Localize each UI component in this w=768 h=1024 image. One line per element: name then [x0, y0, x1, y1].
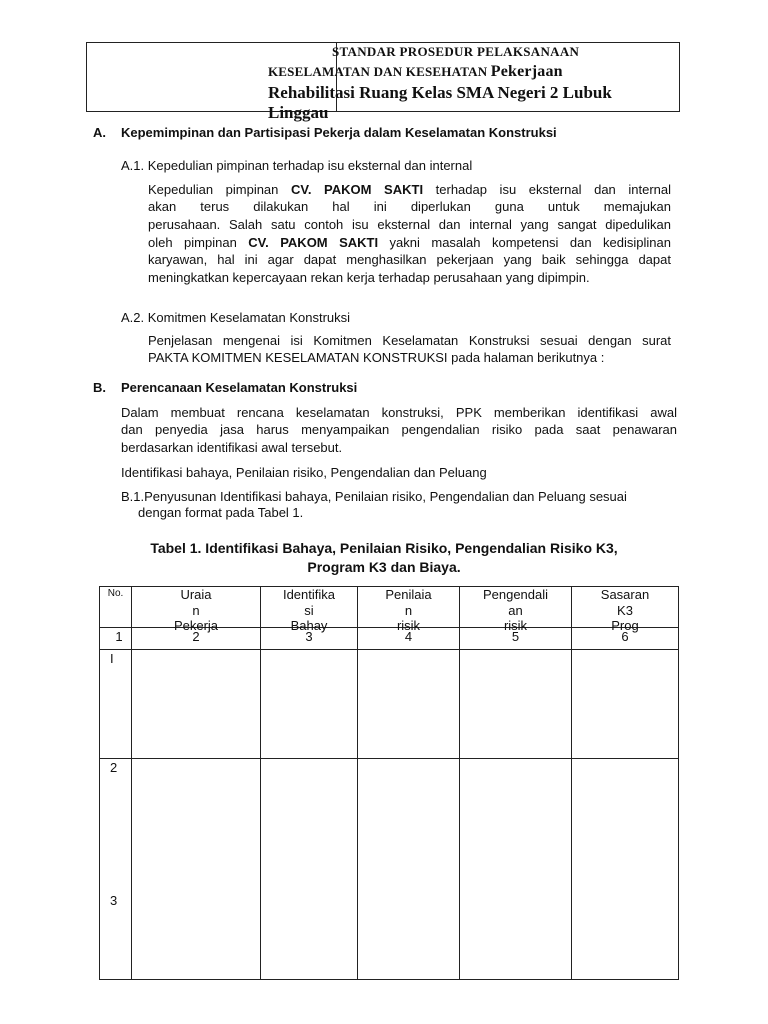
b-line4: Identifikasi bahaya, Penilaian risiko, Pengendalian dan Peluang [121, 465, 487, 480]
table-vline [459, 587, 460, 979]
th-uraian [132, 587, 260, 633]
table-vline [571, 587, 572, 979]
section-a-marker: A. [93, 125, 106, 140]
th-line: si [304, 602, 314, 618]
table-vline [131, 587, 132, 979]
col-number: 1 [115, 629, 123, 644]
header-clip [260, 42, 680, 122]
th-line: risik [503, 618, 528, 633]
th-line: Bahay [290, 618, 328, 633]
th-line: Prog [611, 618, 639, 633]
a1-line1-end: terhadap isu eksternal dan internal [423, 182, 671, 197]
a1-line4-end: yakni masalah kompetensi dan kedisiplinan [378, 235, 671, 250]
header-title-line2a: KESELAMATAN DAN KESEHATAN [268, 64, 491, 79]
col-number: 5 [511, 629, 520, 644]
th-line: n [404, 602, 413, 618]
b1-line2: dengan format pada Tabel 1. [138, 505, 304, 520]
section-b-title: Perencanaan Keselamatan Konstruksi [121, 380, 358, 395]
company-name-2: CV. PAKOM SAKTI [248, 235, 379, 250]
a1-line1 [148, 181, 671, 199]
th-line: Identifika [282, 587, 336, 602]
table-hline [100, 649, 678, 650]
th-line: an [508, 602, 523, 618]
row-number: I [110, 651, 114, 666]
b-line1: Dalam membuat rencana keselamatan konstruksi, PPK memberikan identifikasi awal [121, 405, 677, 420]
th-line: Sasaran [600, 587, 650, 602]
th-pengendalian [460, 587, 571, 633]
col-number: 6 [621, 629, 629, 644]
a2-line2: PAKTA KOMITMEN KESELAMATAN KONSTRUKSI pada halaman berikutnya : [148, 350, 605, 365]
a1-line4 [148, 234, 671, 252]
header-title-line2b: Pekerjaan [490, 63, 563, 80]
th-line: n [192, 602, 200, 618]
th-no [100, 587, 131, 627]
th-line: K3 [617, 602, 633, 618]
b-line2: dan penyedia jasa harus menyampaikan pengendalian risiko pada saat penawaran [121, 422, 677, 437]
a1-line2: akan terus dilakukan hal ini diperlukan guna untuk memajukan [148, 199, 671, 214]
th-line: Pekerja [173, 618, 219, 633]
header-title-line1: STANDAR PROSEDUR PELAKSANAAN [332, 44, 580, 59]
a2-line1: Penjelasan mengenai isi Komitmen Keselamatan Konstruksi sesuai dengan surat [148, 333, 671, 348]
section-a-title: Kepemimpinan dan Partisipasi Pekerja dalam Keselamatan Konstruksi [121, 125, 557, 140]
row-number: 3 [110, 893, 118, 908]
header-title-line3: Rehabilitasi Ruang Kelas SMA Negeri 2 Lubuk [268, 83, 612, 102]
b1-line1: B.1.Penyusunan Identifikasi bahaya, Penilaian risiko, Pengendalian dan Peluang sesuai [121, 489, 627, 504]
th-line: risik [396, 618, 421, 633]
th-line: Pengendali [482, 587, 549, 602]
table-caption-line2: Program K3 dan Biaya. [307, 559, 461, 575]
a1-title: A.1. Kepedulian pimpinan terhadap isu eksternal dan internal [121, 158, 473, 173]
section-b-marker: B. [93, 380, 106, 395]
col-number: 2 [192, 629, 200, 644]
header-title-line4: Linggau [268, 103, 329, 122]
table-vline [357, 587, 358, 979]
th-line: Uraia [180, 587, 212, 602]
a1-line4-start: oleh pimpinan [148, 235, 249, 250]
th-line: Penilaia [385, 587, 432, 602]
a1-line3: perusahaan. Salah satu contoh isu eksternal dan internal yang sangat dipedulikan [148, 217, 671, 232]
a1-line6: meningkatkan kepercayaan rekan kerja terhadap perusahaan yang dipimpin. [148, 270, 590, 285]
a2-title: A.2. Komitmen Keselamatan Konstruksi [121, 310, 351, 325]
hazard-table [99, 586, 679, 980]
table-caption-line1: Tabel 1. Identifikasi Bahaya, Penilaian Risiko, Pengendalian Risiko K3, [150, 540, 618, 556]
table-hline [100, 758, 678, 759]
a1-line5: karyawan, hal ini agar dapat menghasilkan pekerjaan yang baik sehingga dapat [148, 252, 671, 267]
th-identifikasi [261, 587, 357, 633]
table-vline [260, 587, 261, 979]
th-no-line: No. [107, 588, 124, 599]
col-number: 3 [305, 629, 313, 644]
th-penilaian [358, 587, 459, 633]
b-line3: berdasarkan identifikasi awal tersebut. [121, 440, 343, 455]
col-number: 4 [404, 629, 413, 644]
th-sasaran [572, 587, 678, 633]
company-name: CV. PAKOM SAKTI [290, 182, 424, 197]
a1-line1-start: Kepedulian pimpinan [148, 182, 291, 197]
row-number: 2 [110, 760, 118, 775]
